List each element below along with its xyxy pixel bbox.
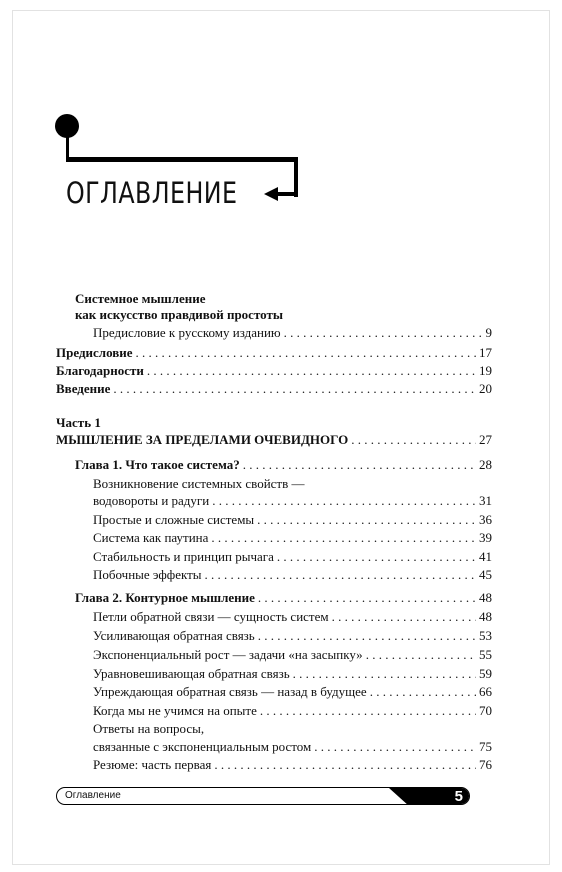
toc-entry: [93, 548, 492, 566]
dot-leader: [147, 362, 476, 380]
toc-entry-page: 19: [479, 363, 492, 378]
toc-entry-title: связанные с экспоненциальным ростом: [93, 739, 312, 754]
toc-entry-page: 20: [479, 381, 492, 396]
dot-leader: [284, 324, 483, 342]
toc-entry: [56, 414, 492, 432]
toc-entry-title: Предисловие к русскому изданию: [93, 325, 281, 340]
toc-entry-page: 66: [479, 684, 492, 699]
dot-leader: [258, 589, 476, 607]
toc-entry: [56, 431, 492, 449]
toc-entry-title: как искусство правдивой простоты: [75, 307, 284, 322]
dot-leader: [257, 511, 476, 529]
toc-entry: [93, 702, 492, 720]
running-footer: [56, 787, 470, 805]
arrow-left-icon: [264, 187, 278, 201]
toc-entry: [75, 306, 492, 324]
toc-entry-title: водовороты и радуги: [93, 493, 210, 508]
dot-leader: [136, 344, 476, 362]
toc-entry: [93, 475, 492, 493]
toc-entry-title: Глава 2. Контурное мышление: [75, 590, 255, 605]
dot-leader: [366, 646, 476, 664]
toc-entry-page: 36: [479, 512, 492, 527]
toc-entry-page: 41: [479, 549, 492, 564]
toc-entry-page: 48: [479, 609, 492, 624]
dot-leader: [293, 665, 476, 683]
toc-entry: [93, 665, 492, 683]
toc-entry: [93, 646, 492, 664]
toc-entry: [93, 529, 492, 547]
toc-entry: [56, 380, 492, 398]
dot-leader: [258, 627, 476, 645]
toc-entry-page: 39: [479, 530, 492, 545]
toc-entry-title: Благодарности: [56, 363, 144, 378]
toc-entry-title: Глава 1. Что такое система?: [75, 457, 240, 472]
dot-leader: [113, 380, 476, 398]
toc-entry-page: 45: [479, 567, 492, 582]
footer-label: Оглавление: [65, 790, 121, 801]
page-title: ОГЛАВЛЕНИЕ: [66, 176, 238, 210]
toc-entry-page: 27: [479, 432, 492, 447]
toc-entry-page: 76: [479, 757, 492, 772]
toc-entry-title: МЫШЛЕНИЕ ЗА ПРЕДЕЛАМИ ОЧЕВИДНОГО: [56, 432, 349, 447]
dot-leader: [314, 738, 476, 756]
dot-leader: [370, 683, 476, 701]
toc-entry-title: Система как паутина: [93, 530, 209, 545]
toc-entry-title: Когда мы не учимся на опыте: [93, 703, 257, 718]
ornament-arrow-stem: [276, 192, 298, 196]
toc-entry-title: Возникновение системных свойств —: [93, 476, 305, 491]
toc-entry-page: 70: [479, 703, 492, 718]
ornament-right-line: [294, 157, 298, 197]
toc-entry-page: 53: [479, 628, 492, 643]
toc-entry: [93, 720, 492, 738]
toc-entry-page: 17: [479, 345, 492, 360]
toc-entry-page: 75: [479, 739, 492, 754]
toc-entry: [93, 492, 492, 510]
dot-leader: [332, 608, 476, 626]
toc-entry-title: Побочные эффекты: [93, 567, 202, 582]
toc-entry-title: Ответы на вопросы,: [93, 721, 205, 736]
toc-entry: [93, 566, 492, 584]
toc-entry: [75, 456, 492, 474]
toc-entry-title: Часть 1: [56, 415, 101, 430]
ornament-horizontal-line: [66, 157, 298, 162]
dot-leader: [260, 702, 476, 720]
toc-entry-title: Предисловие: [56, 345, 133, 360]
toc-entry: [93, 738, 492, 756]
dot-leader: [277, 548, 476, 566]
toc-entry-title: Экспоненциальный рост — задачи «на засыпку»: [93, 647, 363, 662]
toc-entry-page: 31: [479, 493, 492, 508]
toc-entry: [56, 344, 492, 362]
toc-entry: [56, 362, 492, 380]
dot-leader: [211, 529, 476, 547]
toc-entry: [93, 683, 492, 701]
toc-entry-page: 55: [479, 647, 492, 662]
dot-leader: [205, 566, 476, 584]
dot-leader: [212, 492, 476, 510]
toc-entry-title: Стабильность и принцип рычага: [93, 549, 274, 564]
toc-entry-page: 9: [485, 325, 492, 340]
toc-entry: [93, 511, 492, 529]
toc-entry-page: 28: [479, 457, 492, 472]
dot-leader: [351, 431, 476, 449]
dot-leader: [214, 756, 476, 774]
page-number: 5: [454, 788, 463, 805]
toc-entry-title: Системное мышление: [75, 291, 206, 306]
toc-entry: [93, 756, 492, 774]
toc-entry-title: Уравновешивающая обратная связь: [93, 666, 290, 681]
toc-entry-page: 59: [479, 666, 492, 681]
toc-entry-title: Петли обратной связи — сущность систем: [93, 609, 329, 624]
toc-entry: [75, 589, 492, 607]
toc-entry-title: Введение: [56, 381, 111, 396]
toc-entry: [93, 627, 492, 645]
toc-entry-title: Усиливающая обратная связь: [93, 628, 255, 643]
dot-leader: [243, 456, 476, 474]
toc-entry: [93, 324, 492, 342]
toc-entry-page: 48: [479, 590, 492, 605]
toc-entry-title: Резюме: часть первая: [93, 757, 212, 772]
toc-entry-title: Упреждающая обратная связь — назад в будущее: [93, 684, 367, 699]
toc-entry: [93, 608, 492, 626]
toc-entry-title: Простые и сложные системы: [93, 512, 255, 527]
